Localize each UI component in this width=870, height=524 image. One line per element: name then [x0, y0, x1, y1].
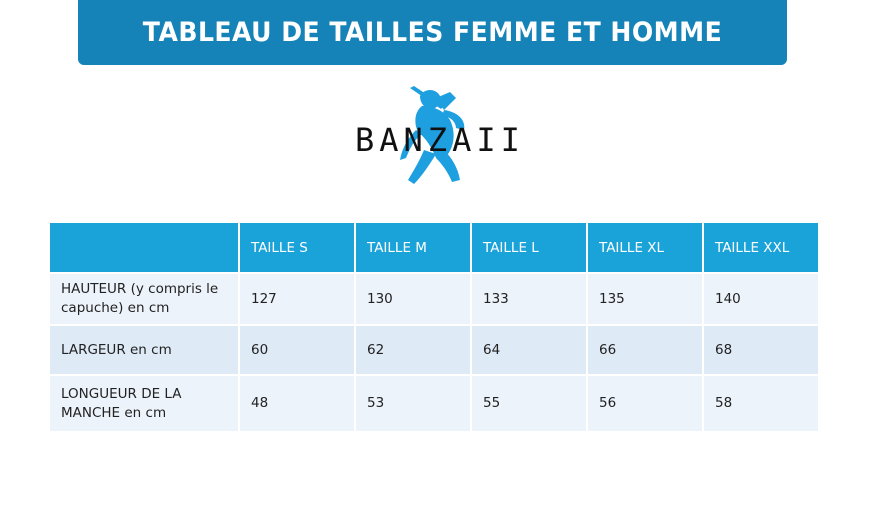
row-label: LARGEUR en cm [50, 326, 240, 376]
header-cell-s: TAILLE S [240, 223, 356, 274]
row-label: HAUTEUR (y compris le capuche) en cm [50, 274, 240, 326]
table-cell: 62 [356, 326, 472, 376]
table-cell: 127 [240, 274, 356, 326]
header-row [50, 223, 818, 274]
table-cell: 55 [472, 376, 588, 431]
header-cell-l: TAILLE L [472, 223, 588, 274]
brand-wordmark: BANZAII [355, 121, 525, 159]
table-cell: 58 [704, 376, 818, 431]
header-cell-m: TAILLE M [356, 223, 472, 274]
table-cell: 133 [472, 274, 588, 326]
table-cell: 130 [356, 274, 472, 326]
table-cell: 68 [704, 326, 818, 376]
table-cell: 48 [240, 376, 356, 431]
header-cell-xxl: TAILLE XXL [704, 223, 818, 274]
header-cell-empty [50, 223, 240, 274]
table-cell: 135 [588, 274, 704, 326]
size-table [50, 223, 818, 431]
table-row [50, 376, 818, 431]
table-cell: 140 [704, 274, 818, 326]
table-cell: 66 [588, 326, 704, 376]
table-row [50, 326, 818, 376]
banzaii-logo [340, 84, 530, 194]
title-banner [78, 0, 787, 65]
table-cell: 64 [472, 326, 588, 376]
header-cell-xl: TAILLE XL [588, 223, 704, 274]
row-label: LONGUEUR DE LA MANCHE en cm [50, 376, 240, 431]
table-cell: 56 [588, 376, 704, 431]
page-title: TABLEAU DE TAILLES FEMME ET HOMME [142, 17, 723, 48]
table-cell: 53 [356, 376, 472, 431]
table-row [50, 274, 818, 326]
table-cell: 60 [240, 326, 356, 376]
